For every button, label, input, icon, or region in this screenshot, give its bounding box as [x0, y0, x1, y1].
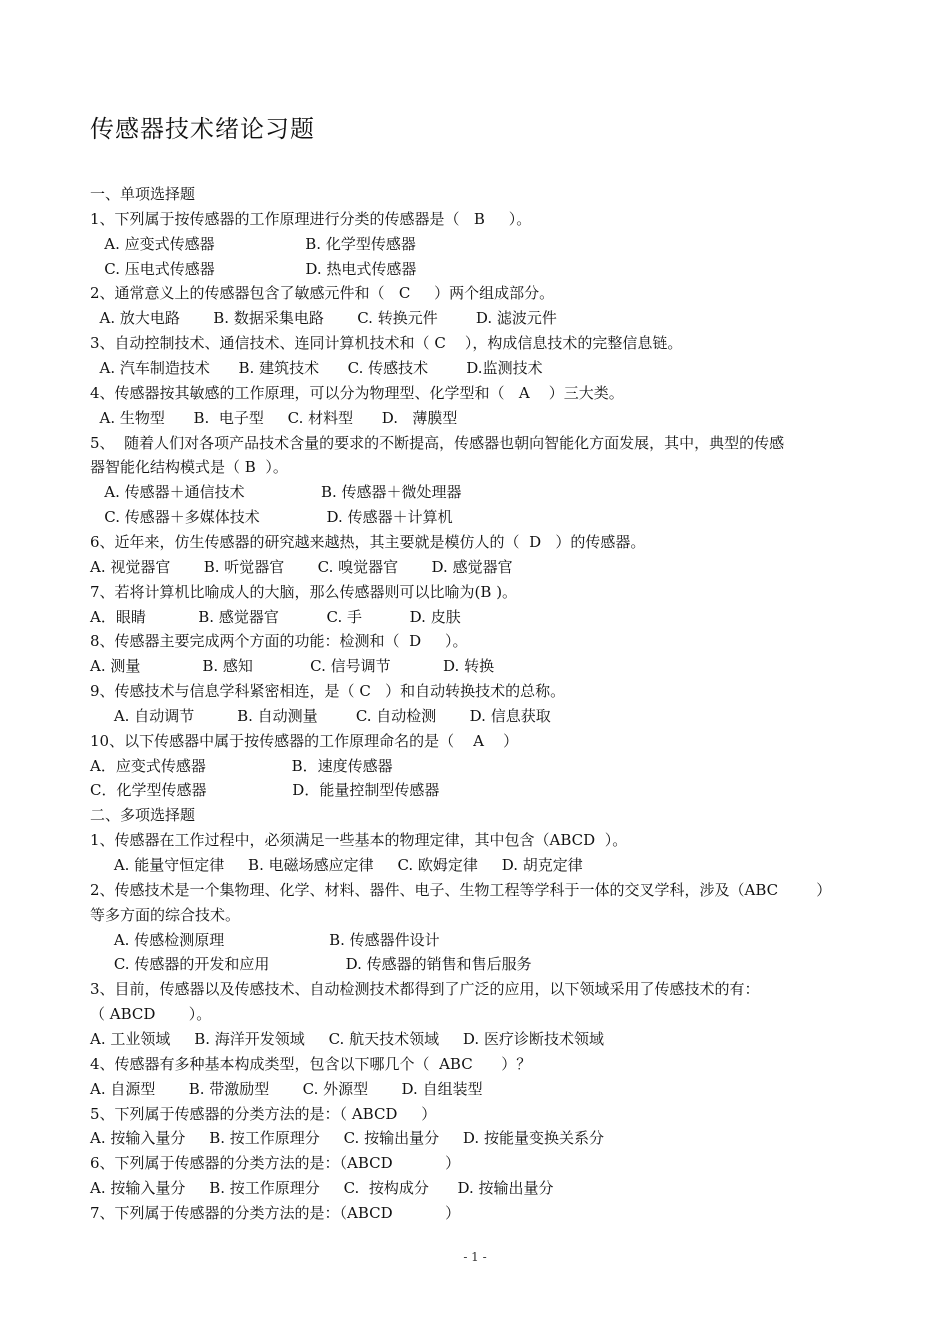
text-line: 6、下列属于传感器的分类方法的是：（ABCD ） [90, 1154, 461, 1173]
text-line: 3、自动控制技术、通信技术、连同计算机技术和（ C ），构成信息技术的完整信息链。 [90, 334, 683, 353]
text-line: A. 传感器＋通信技术 B. 传感器＋微处理器 [90, 483, 462, 502]
text-line: 一、单项选择题 [90, 185, 196, 203]
text-line: 等多方面的综合技术。 [90, 905, 241, 924]
text-line: （ ABCD ）。 [90, 1005, 212, 1024]
text-line: 9、传感技术与信息学科紧密相连，是（ C ）和自动转换技术的总称。 [90, 682, 566, 700]
text-line: 器智能化结构模式是（ B ）。 [90, 458, 288, 477]
text-line: 5、 随着人们对各项产品技术含量的要求的不断提高，传感器也朝向智能化方面发展，其中，典型的传感 [90, 433, 785, 452]
text-line: C. 传感器＋多媒体技术 D. 传感器＋计算机 [90, 508, 453, 527]
text-line: C. 传感器的开发和应用 D. 传感器的销售和售后服务 [90, 955, 532, 974]
page-title: 传感器技术绪论习题 [90, 115, 315, 143]
text-line: A. 按输入量分 B. 按工作原理分 C. 按输出量分 D. 按能量变换关系分 [90, 1129, 604, 1148]
text-line: 6、近年来，仿生传感器的研究越来越热，其主要就是模仿人的（ D ）的传感器。 [90, 532, 646, 551]
text-line: C. 压电式传感器 D. 热电式传感器 [90, 259, 417, 278]
text-line: 8、传感器主要完成两个方面的功能：检测和（ D ）。 [90, 632, 468, 651]
text-line: A．应变式传感器 B．速度传感器 [90, 756, 393, 775]
text-line: 2、通常意义上的传感器包含了敏感元件和（ C ）两个组成部分。 [90, 284, 555, 303]
text-line: A. 应变式传感器 B. 化学型传感器 [90, 234, 416, 253]
text-line: C．化学型传感器 D．能量控制型传感器 [90, 781, 440, 800]
text-line: 1、下列属于按传感器的工作原理进行分类的传感器是（ B ）。 [90, 209, 532, 228]
text-line: 7、下列属于传感器的分类方法的是：（ABCD ） [90, 1203, 461, 1222]
text-line: A. 视觉器官 B. 听觉器官 C. 嗅觉器官 D. 感觉器官 [90, 557, 513, 576]
text-line: A. 生物型 B. 电子型 C. 材料型 D. 薄膜型 [90, 408, 458, 427]
text-line: 2、传感技术是一个集物理、化学、材料、器件、电子、生物工程等学科于一体的交叉学科，涉及（ABC ） [90, 880, 832, 899]
text-line: 二、多项选择题 [90, 806, 196, 825]
text-line: A. 按输入量分 B. 按工作原理分 C. 按构成分 D. 按输出量分 [90, 1179, 554, 1197]
text-line: 10、以下传感器中属于按传感器的工作原理命名的是（ A ） [90, 731, 519, 750]
page-number: - 1 - [463, 1250, 487, 1264]
text-line: A. 自源型 B. 带激励型 C. 外源型 D. 自组装型 [90, 1079, 483, 1098]
text-line: 4、传感器有多种基本构成类型，包含以下哪几个（ ABC ）？ [90, 1054, 532, 1073]
text-line: 1、传感器在工作过程中，必须满足一些基本的物理定律，其中包含（ABCD ）。 [90, 831, 628, 850]
text-line: A. 工业领域 B. 海洋开发领域 C. 航天技术领域 D. 医疗诊断技术领域 [90, 1029, 604, 1048]
text-line: A. 测量 B. 感知 C. 信号调节 D. 转换 [90, 657, 495, 676]
text-line: A. 传感检测原理 B. 传感器件设计 [90, 930, 440, 949]
text-line: A. 自动调节 B. 自动测量 C. 自动检测 D. 信息获取 [90, 706, 551, 725]
text-line: A．眼睛 B. 感觉器官 C. 手 D. 皮肤 [90, 607, 461, 626]
text-line: A. 能量守恒定律 B. 电磁场感应定律 C. 欧姆定律 D. 胡克定律 [90, 856, 583, 874]
text-line: A. 放大电路 B. 数据采集电路 C. 转换元件 D. 滤波元件 [90, 309, 557, 328]
text-line: 5、下列属于传感器的分类方法的是：（ ABCD ） [90, 1104, 437, 1123]
text-line: 7、若将计算机比喻成人的大脑，那么传感器则可以比喻为(B )。 [90, 582, 518, 601]
text-line: 4、传感器按其敏感的工作原理，可以分为物理型、化学型和（ A ）三大类。 [90, 383, 624, 402]
text-line: A. 汽车制造技术 B. 建筑技术 C. 传感技术 D.监测技术 [90, 359, 543, 377]
text-line: 3、目前，传感器以及传感技术、自动检测技术都得到了广泛的应用，以下领域采用了传感技术的有： [90, 980, 760, 999]
